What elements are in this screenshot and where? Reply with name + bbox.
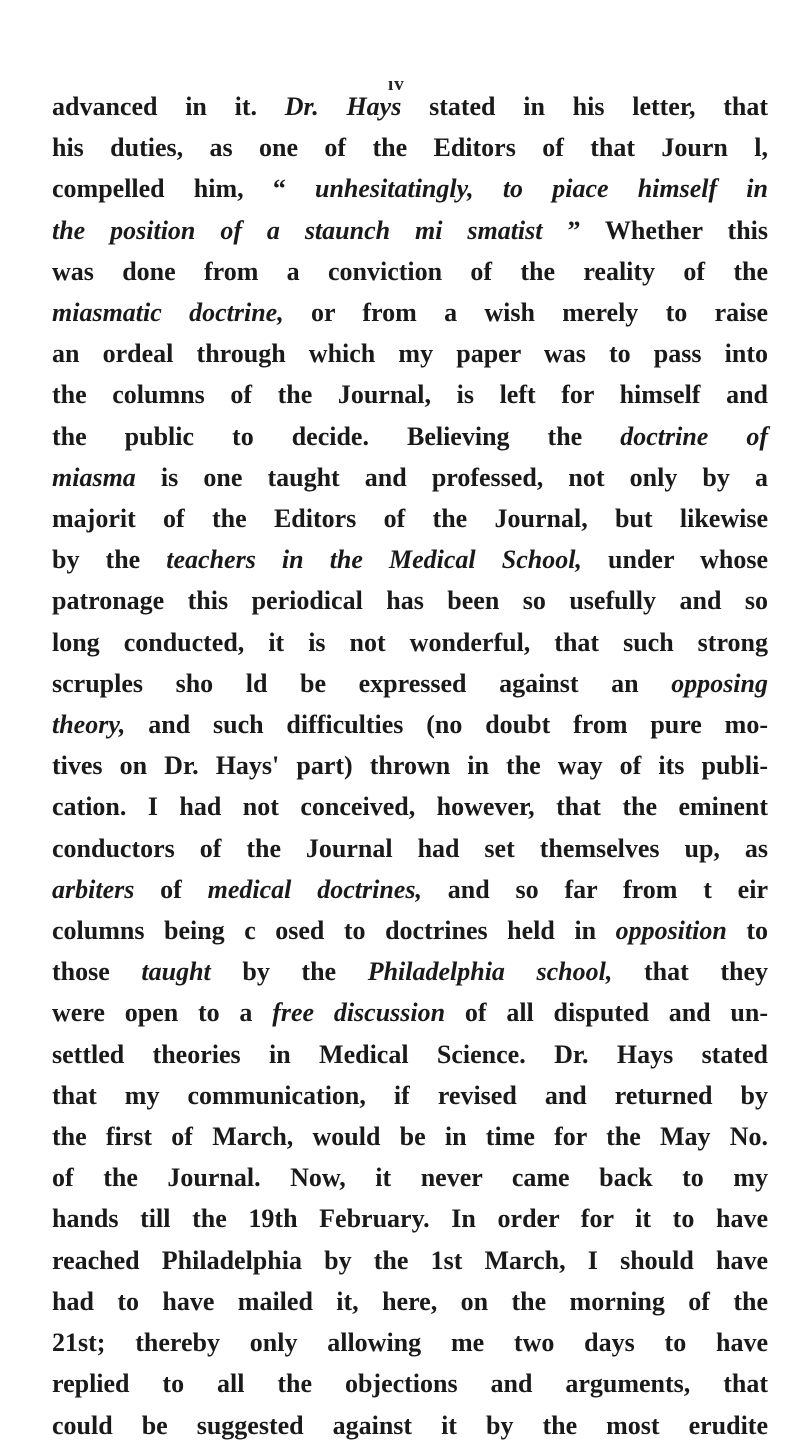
text-run: his duties, as one of the Editors of that Journ l, [52,133,768,163]
italic-text: Philadelphia school, [367,957,613,987]
text-run: that my communication, if revised and returned by [52,1080,768,1110]
text-line [52,1240,768,1281]
text-run: settled theories in Medical Science. Dr. Hays stated [52,1039,768,1069]
text-run: that they [612,957,769,987]
text-run: the columns of the Journal, is left for himself and [52,380,768,410]
text-run: tives on Dr. Hays' part) thrown in the way of its publi- [52,751,768,781]
text-line [52,704,768,745]
text-run: under whose [581,545,768,575]
text-line [52,992,768,1033]
text-line [52,416,768,457]
text-run: ” Whether this [542,215,768,245]
text-run: of the Journal. Now, it never came back to my [52,1163,768,1193]
text-run: compelled him, “ [52,174,315,204]
italic-text: the position of a staunch mi smatist [52,215,543,245]
text-run: an ordeal through which my paper was to pass into [52,339,768,369]
italic-text: teachers in the Medical School, [166,545,582,575]
text-run: and so far from t eir [421,874,768,904]
text-run: was done from a conviction of the reality of the [52,256,768,286]
text-run: cation. I had not conceived, however, that the eminent [52,792,768,822]
text-line [52,1157,768,1198]
text-run: is one taught and professed, not only by a [135,462,768,492]
text-run: those [52,957,142,987]
text-run: by the [210,957,368,987]
text-line [52,1363,768,1404]
text-run: could be suggested against it by the most erudite [52,1410,768,1440]
text-line [52,622,768,663]
text-run: replied to all the objections and arguments, that [52,1369,768,1399]
page-number: ıv [388,74,405,95]
text-line [52,498,768,539]
text-line [52,580,768,621]
text-line [52,251,768,292]
text-run: reached Philadelphia by the 1st March, I should have [52,1245,768,1275]
italic-text: arbiters [52,874,135,904]
text-line [52,828,768,869]
text-line [52,1322,768,1363]
italic-text: unhesitatingly, to piace himself in [314,174,768,204]
text-line [52,1075,768,1116]
text-line [52,210,768,251]
text-run: by the [52,545,167,575]
text-line [52,1198,768,1239]
text-run: the first of March, would be in time for the May No. [52,1122,768,1152]
italic-text: theory, [52,710,126,740]
text-line [52,1116,768,1157]
text-line [52,1281,768,1322]
body-text [52,86,768,1446]
text-run: stated in his letter, that [401,92,769,121]
text-line [52,663,768,704]
italic-text: medical doctrines, [207,874,422,904]
text-run: conductors of the Journal had set themselves up, as [52,833,768,863]
text-line [52,333,768,374]
italic-text: opposition [615,916,727,946]
text-run: majorit of the Editors of the Journal, but likewise [52,504,768,534]
text-line [52,951,768,992]
text-run: of [134,874,208,904]
text-run: and such difficulties (no doubt from pure mo- [125,710,768,740]
text-line [52,539,768,580]
italic-text: Dr. Hays [284,92,402,121]
italic-text: miasma [52,462,136,492]
text-line [52,168,768,209]
italic-text: free discussion [272,998,446,1028]
text-line [52,457,768,498]
text-run: to [726,916,768,946]
italic-text: opposing [671,668,768,698]
text-line [52,127,768,168]
text-line [52,869,768,910]
text-line [52,910,768,951]
text-run: patronage this periodical has been so usefully and so [52,586,768,616]
text-line [52,86,768,127]
text-run: hands till the 19th February. In order for it to have [52,1204,768,1234]
text-run: advanced in it. [52,92,285,121]
italic-text: miasmatic doctrine, [52,298,284,328]
text-run: long conducted, it is not wonderful, that such strong [52,627,768,657]
text-line [52,1405,768,1446]
text-line [52,374,768,415]
text-line [52,292,768,333]
text-run: columns being c osed to doctrines held in [52,916,616,946]
text-run: of all disputed and un- [445,998,768,1028]
text-run: the public to decide. Believing the [52,421,621,451]
italic-text: doctrine of [620,421,768,451]
text-run: 21st; thereby only allowing me two days to have [52,1328,768,1358]
text-run: were open to a [52,998,273,1028]
italic-text: taught [141,957,211,987]
text-line [52,1034,768,1075]
text-run: had to have mailed it, here, on the morning of the [52,1286,768,1316]
text-line [52,745,768,786]
text-run: or from a wish merely to raise [283,298,768,328]
text-run: scruples sho ld be expressed against an [52,668,672,698]
text-line [52,786,768,827]
